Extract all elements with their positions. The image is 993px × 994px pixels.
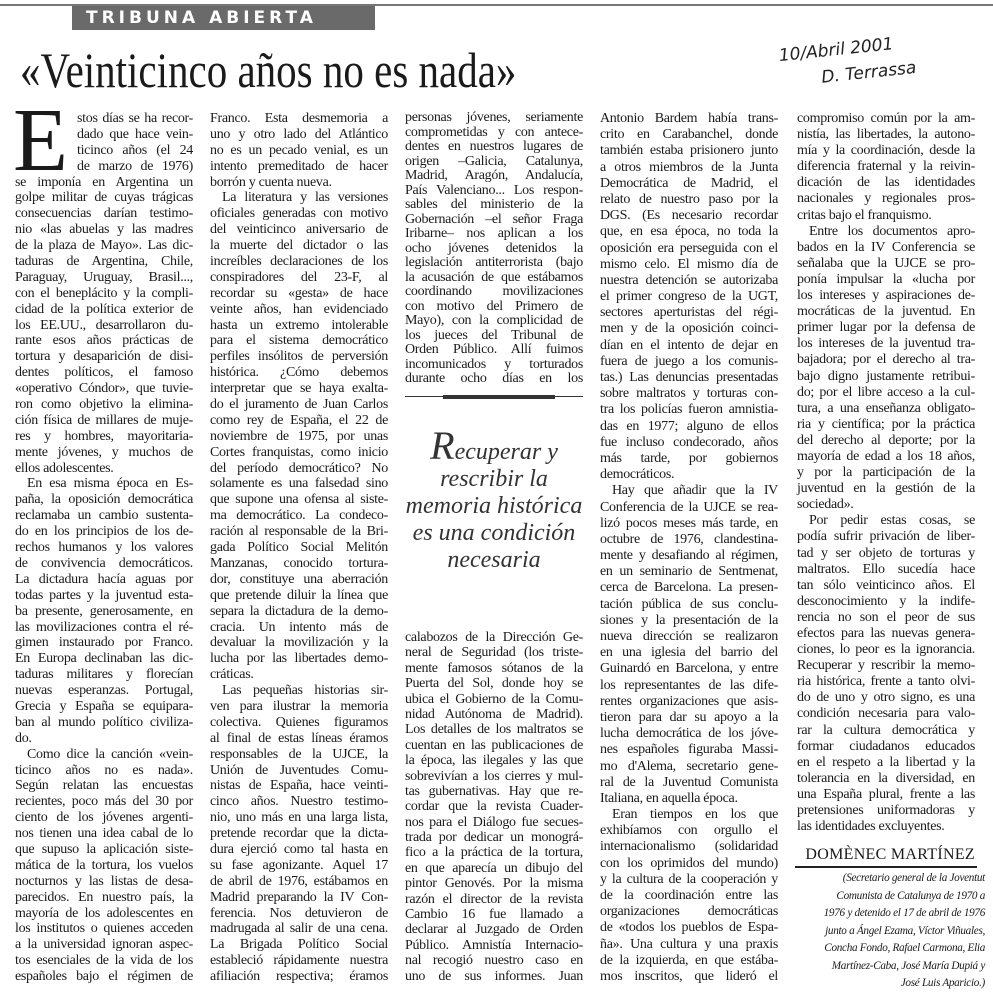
text-line: uno y otro lado del Atlántico	[210, 126, 388, 142]
text-line: nes españoles figuraba Massi-	[600, 742, 778, 758]
text-line: ria histórica, frente a tanto olvi-	[797, 674, 975, 690]
text-line: pretende recordar que la dicta-	[210, 826, 388, 842]
text-line: tura, a una enseñanza obligato-	[797, 400, 975, 416]
text-line: dían en el intento de dejar en	[600, 337, 778, 353]
text-line: mayoría de edad a los 18 años,	[797, 448, 975, 464]
text-line: desconocimiento y la indife-	[797, 593, 975, 609]
text-line: no es un pecado venial, es un	[210, 142, 388, 158]
text-line: lucha democrática de los jóve-	[600, 726, 778, 742]
text-line: tortura y desaparición de disi-	[15, 349, 193, 365]
text-line: ven para ilustrar la memoria	[210, 698, 388, 714]
text-line: Las pequeñas historias sir-	[222, 683, 388, 699]
text-line: y la cultura de la cooperación y	[600, 871, 778, 887]
text-line: res y hombres, mayoritaria-	[15, 428, 193, 444]
text-line: Los detalles de los maltratos se	[405, 722, 583, 738]
text-line: nocturnos y las listas de desa-	[15, 873, 193, 889]
text-line: gimen instaurado por Franco.	[15, 635, 193, 651]
text-line: el primer congreso de la UGT,	[600, 289, 778, 305]
text-line: origen –Galicia, Catalunya,	[405, 153, 583, 169]
text-line: das en 1977; alguno de ellos	[600, 418, 778, 434]
text-line: nio «las abuelas y las madres	[15, 222, 193, 238]
text-line: ticinco años no es nada».	[15, 762, 193, 778]
text-line: madrugada al salir de una cena.	[210, 921, 388, 937]
text-line: y por la participación de la	[797, 465, 975, 481]
text-line: sobrevivían a los cierres y mul-	[405, 768, 583, 784]
text-line: En esa misma época en Es-	[27, 476, 193, 492]
text-line: ciento de los jóvenes argenti-	[15, 810, 193, 826]
text-line: nuestra detención se autorizaba	[600, 272, 778, 288]
author-note-line: junto a Ángel Ezama, Víctor Viñuales,	[825, 924, 985, 937]
text-line: dor, constituye una aberración	[210, 571, 388, 587]
text-line: perfiles insólitos de perversión	[210, 349, 388, 365]
text-line: fue incluso condecorado, años	[600, 434, 778, 450]
text-line: Paraguay, Uruguay, Brasil...,	[15, 269, 193, 285]
text-line: nistas de España, hace veinti-	[210, 778, 388, 794]
text-line: afiliación respectiva; éramos	[210, 969, 388, 985]
text-line: DGS. (Es necesario recordar	[600, 208, 778, 224]
text-line: borrón y cuenta nueva.	[210, 174, 332, 190]
text-line: rechos humanos y los valores	[15, 540, 193, 556]
text-line: tas gubernativas. Hay que re-	[405, 783, 583, 799]
text-line: Madrid preparando la IV Con-	[210, 889, 388, 905]
text-line: las identidades excluyentes.	[797, 819, 945, 835]
text-line: al final de estas líneas éramos	[210, 730, 388, 746]
author-note-line: Comunista de Catalunya de 1970 a	[836, 889, 985, 902]
text-line: Hay que añadir que la IV	[612, 483, 778, 499]
text-line: lucha por las libertades demo-	[210, 651, 388, 667]
text-line: españoles bajo el régimen de	[15, 969, 193, 985]
text-line: maltratos. Ello sucedía hace	[797, 561, 975, 577]
text-line: tolerancia en la diversidad, en	[797, 770, 975, 786]
text-line: bados en la IV Conferencia se	[797, 239, 975, 255]
text-line: parecidos. En nuestro país, la	[15, 889, 193, 905]
text-line: las movilizaciones contra el ré-	[15, 619, 193, 635]
text-line: ña». Una cultura y una praxis	[600, 936, 778, 952]
text-line: sociedad».	[797, 497, 854, 513]
text-line: ferencia. Nos detuvieron de	[210, 905, 388, 921]
article-column	[600, 111, 778, 985]
text-line: fuera de juego a los comunis-	[600, 353, 778, 369]
text-line: Grecia y España se equipara-	[15, 698, 193, 714]
text-line: ba presente, generosamente, en	[15, 603, 193, 619]
text-line: mayoría de los adolescentes en	[15, 905, 193, 921]
text-line: lizó pocos meses más tarde, en	[600, 515, 778, 531]
text-line: relato de nuestro paso por la	[600, 191, 778, 207]
text-line: dado que hace vein-	[77, 126, 193, 142]
text-line: del veinticinco aniversario de	[210, 222, 388, 238]
pull-quote-line: memoria histórica	[405, 493, 583, 519]
paragraph	[210, 683, 388, 985]
text-line: podía sufrir privación de liber-	[797, 529, 975, 545]
text-line: Italiana, en aquella época.	[600, 790, 738, 806]
text-line: ubica el Gobierno de la Comu-	[405, 691, 583, 707]
text-line: pretensiones uniformadoras y	[797, 803, 975, 819]
text-line: los intereses y aspiraciones de-	[797, 288, 975, 304]
text-line: mos inscritos, que lideró el	[600, 968, 778, 984]
text-line: diferencia fraternal y la reivin-	[797, 159, 975, 175]
text-line: ocho jóvenes detenidos la	[405, 240, 583, 256]
text-line: una España plural, frente a las	[797, 786, 975, 802]
text-line: Conferencia de la UJCE se rea-	[600, 499, 778, 515]
author-note-line: (Secretario general de la Joventut	[842, 872, 985, 884]
text-line: Cambio 16 fue llamado a	[405, 907, 583, 923]
paragraph	[600, 807, 778, 985]
text-line: exhibíamos con orgullo el	[600, 823, 778, 839]
text-line: tad y ser objeto de torturas y	[797, 545, 975, 561]
text-line: en una iglesia del barrio del	[600, 645, 778, 661]
text-line: interpretar que se haya exalta-	[210, 381, 388, 397]
text-line: recordar su «gesta» de hace	[210, 285, 388, 301]
text-line: Mayo), con la complicidad de	[405, 313, 583, 328]
text-line: Madrid, Aragón, Andalucía,	[405, 168, 583, 183]
text-line: Democrática de Madrid, el	[600, 175, 778, 191]
text-line: dura ejerció como tal hasta en	[210, 841, 388, 857]
text-line: rante esos años prácticas de	[15, 333, 193, 349]
text-line: los intereses de la juventud tra-	[797, 336, 975, 352]
text-line: de «todos los pueblos de Espa-	[600, 920, 778, 936]
text-line: para el sistema democrático	[210, 333, 388, 349]
text-line: señalaba que la UJCE se pro-	[797, 255, 975, 271]
text-line: recientes, poco más del 30 por	[15, 794, 193, 810]
text-line: Como dice la canción «vein-	[27, 746, 193, 762]
text-line: de la plaza de Mayo». Las dic-	[15, 238, 193, 254]
text-line: cerca de Barcelona. La presen-	[600, 580, 778, 596]
text-line: Por pedir estas cosas, se	[809, 513, 975, 529]
text-line: nos tienen una idea cabal de lo	[15, 826, 193, 842]
text-line: nacionales y regionales pros-	[797, 191, 975, 207]
text-line: nos para el Diálogo fue secues-	[405, 814, 583, 830]
text-line: los representantes de las dife-	[600, 677, 778, 693]
text-line: también estaba prisionero junto	[600, 143, 778, 159]
text-line: declarar al Juzgado de Orden	[405, 922, 583, 938]
text-line: Franco. Esta desmemoria a	[210, 111, 388, 126]
text-line: En Europa declinaban las dic-	[15, 651, 193, 667]
text-line: que, en esa época, no toda la	[600, 224, 778, 240]
text-line: mente jóvenes, y muchos de	[15, 444, 193, 460]
pull-quote-line: rescribir la	[440, 466, 548, 492]
text-line: bajo digno justamente retribui-	[797, 368, 975, 384]
section-banner: TRIBUNA ABIERTA	[72, 6, 375, 30]
text-line: mo d'Alema, secretario gene-	[600, 758, 778, 774]
text-line: personas jóvenes, seriamente	[405, 110, 583, 125]
text-line: mente y desafiando al régimen,	[600, 548, 778, 564]
text-line: Cortes franquistas, como inicio	[210, 444, 388, 460]
text-line: condición necesaria para valo-	[797, 706, 975, 722]
text-line: veinte años, han evidenciado	[210, 301, 388, 317]
paragraph	[13, 91, 193, 476]
text-line: ria y científica; por la práctica	[797, 416, 975, 432]
text-line: comprometidas y con antece-	[405, 124, 583, 140]
text-line: los EE.UU., desarrollaron du-	[15, 317, 193, 333]
text-line: consecuencias darían testimo-	[15, 206, 193, 222]
text-line: su fase agonizante. Aquel 17	[210, 857, 388, 873]
text-line: Guinardó en Barcelona, y entre	[600, 661, 778, 677]
text-line: compromiso común por la am-	[797, 111, 975, 126]
text-line: Público. Amnistía Internacio-	[405, 937, 583, 953]
text-line: Puerta del Sol, donde hoy se	[405, 676, 583, 692]
text-line: ciones, lo peor es la ignorancia.	[797, 642, 975, 658]
text-line: ban al mundo político civiliza-	[15, 714, 193, 730]
text-line: tan sólo veinticinco años. El	[797, 577, 975, 593]
text-line: fico a la práctica de la tortura,	[405, 845, 583, 861]
text-line: se imponía en Argentina un	[15, 174, 193, 190]
text-line: a otros miembros de la Junta	[600, 159, 778, 175]
text-line: do.	[15, 730, 32, 746]
text-line: «operativo Cóndor», que tuvie-	[15, 381, 193, 397]
handwritten-note	[778, 29, 918, 95]
text-line: dentes en nuestros lugares de	[405, 139, 583, 154]
text-line: histórica. ¿Cómo debemos	[210, 365, 388, 381]
text-line: siones y la presentación de la	[600, 612, 778, 628]
text-line: legislación antiterrorista (bajo	[405, 255, 583, 270]
text-line: incomunicados y torturados	[405, 356, 583, 372]
text-line: men y de la oposición coinci-	[600, 321, 778, 337]
article-column	[405, 111, 583, 387]
text-line: de convivencia democráticos.	[15, 555, 193, 571]
text-line: nuevas esperanzas. Portugal,	[15, 683, 193, 699]
text-line: Entre los documentos apro-	[809, 223, 975, 239]
pull-quote-line: es una condición	[412, 520, 576, 546]
text-line: separa la dictadura de la demo-	[210, 603, 388, 619]
drop-cap: E	[13, 91, 68, 190]
text-line: responsables de la UJCE, la	[210, 746, 388, 762]
article-column	[13, 91, 193, 985]
text-line: coordinando movilizaciones	[405, 284, 583, 299]
text-line: rencia no son el peor de sus	[797, 609, 975, 625]
text-line: organizaciones democráticas	[600, 904, 778, 920]
text-line: Orden Público. Allí fuimos	[405, 342, 583, 357]
text-line: stos días se ha recor-	[77, 111, 193, 126]
text-line: sables del ministerio de la	[405, 197, 583, 212]
text-line: ron como objetivo la elimina-	[15, 397, 193, 413]
paragraph	[405, 630, 583, 984]
text-line: Iribarne– nos aplican a los	[405, 226, 583, 241]
text-line: ma democrático. La condeco-	[210, 508, 388, 524]
text-line: Recuperar y rescribir la memo-	[797, 658, 975, 674]
text-line: con los oprimidos del mundo)	[600, 855, 778, 871]
text-line: en el respeto a la libertad y la	[797, 754, 975, 770]
paragraph	[15, 747, 193, 985]
paragraph	[210, 190, 388, 683]
text-line: gada Político Social Melitón	[210, 540, 388, 556]
text-line: efectos para las nuevas genera-	[797, 626, 975, 641]
text-line: tas.) Las denuncias presentadas	[600, 370, 778, 385]
text-line: ticinco años (el 24	[77, 142, 193, 158]
text-line: conspiradores del 23-F, al	[210, 269, 388, 285]
text-line: do; por el libre acceso a la cul-	[797, 384, 975, 400]
author-note	[795, 870, 985, 993]
text-line: oposición era perseguida con el	[600, 240, 778, 256]
text-line: rar la cultura democrática y	[797, 722, 975, 738]
text-line: Unión de Juventudes Comu-	[210, 762, 388, 778]
text-line: en que aparecía un dibujo del	[405, 860, 583, 876]
text-line: uno de sus informes. Juan	[405, 968, 583, 984]
text-line: nidad Autónoma de Madrid).	[405, 706, 583, 722]
text-line: los institutos o quienes acceden	[15, 921, 193, 937]
text-line: taduras de Argentina, Chile,	[15, 254, 193, 270]
text-line: con motivo del Primero de	[405, 298, 583, 314]
text-line: de la izquierda, en que estába-	[600, 952, 778, 968]
text-line: paña, la oposición democrática	[15, 492, 193, 508]
text-line: ral de la Juventud Comunista	[600, 774, 778, 790]
text-line: calabozos de la Dirección Ge-	[405, 630, 583, 645]
text-line: octubre de 1976, clandestina-	[600, 531, 778, 547]
text-line: increíbles declaraciones de los	[210, 254, 388, 270]
text-line: tra los policías fueron amnistia-	[600, 402, 778, 418]
text-line: La literatura y las versiones	[222, 190, 388, 206]
pull-quote-line: necesaria	[447, 547, 541, 573]
article-column	[210, 111, 388, 985]
text-line: cuentan en las publicaciones de	[405, 737, 583, 753]
text-line: durante ocho días en los	[405, 371, 583, 386]
text-line: ración al responsable de la Bri-	[210, 524, 388, 540]
text-line: trada por dedicar un monográ-	[405, 830, 583, 846]
text-line: mía y la coordinación, desde la	[797, 143, 975, 159]
text-line: estableció rápidamente nuestra	[210, 953, 388, 969]
paragraph	[600, 111, 778, 483]
text-line: mente famosos sótanos de la	[405, 660, 583, 676]
text-line: ellos adolescentes.	[15, 460, 114, 476]
author-byline: DOMÈNEC MARTÍNEZ	[805, 846, 975, 863]
text-line: los jueces del Tribunal de	[405, 327, 583, 343]
author-note-line: Concha Fondo, Rafael Carmona, Elia	[824, 942, 985, 954]
text-line: La Brigada Político Social	[210, 937, 388, 953]
article-column	[797, 111, 975, 835]
text-line: do el juramento de Juan Carlos	[210, 397, 388, 413]
text-line: intento premeditado de hacer	[210, 158, 388, 174]
paragraph	[797, 513, 975, 835]
author-note-line: Martínez-Caba, José María Dupiá y	[831, 959, 985, 972]
text-line: razón el director de la revista	[405, 891, 583, 907]
text-line: reclamaba un cambio sustenta-	[15, 508, 193, 524]
text-line: tación pública de sus conclu-	[600, 596, 778, 612]
text-line: juventud en la gestión de la	[797, 481, 975, 497]
text-line: de abril de 1976, estábamos en	[210, 873, 388, 889]
text-line: colectiva. Quienes figuramos	[210, 714, 388, 730]
text-line: dicación de las identidades	[797, 175, 975, 191]
text-line: ción física de millares de muje-	[15, 412, 193, 428]
text-line: mismo celo. El mismo día de	[600, 256, 778, 272]
text-line: nio, uno más en una larga lista,	[210, 810, 388, 826]
text-line: que supuso la aplicación siste-	[15, 841, 193, 857]
text-line: devaluar la movilización y la	[210, 635, 388, 651]
text-line: del período democrático? No	[210, 460, 388, 476]
text-line: sobre maltratos y torturas con-	[600, 386, 778, 402]
text-line: solamente es una falsedad sino	[210, 476, 388, 492]
paragraph	[210, 111, 388, 190]
text-line: cinco años. Nuestro testimo-	[210, 794, 388, 810]
pull-quote-bar	[443, 395, 555, 399]
text-line: cidad de la política exterior de	[15, 301, 193, 317]
text-line: nistía, las libertades, la autono-	[797, 127, 975, 143]
text-line: neral de Seguridad (los triste-	[405, 645, 583, 661]
pull-quote-initial: R	[430, 423, 455, 468]
text-line: Según relatan las encuestas	[15, 778, 193, 794]
text-line: La dictadura hacía aguas por	[15, 571, 193, 587]
text-line: cráticas.	[210, 667, 254, 683]
pull-quote-text: ecuperar y	[454, 439, 558, 465]
text-line: dentes políticos, el famoso	[15, 365, 193, 381]
text-line: crito en Carabanchel, donde	[600, 127, 778, 143]
text-line: del derecho al deporte; por la	[797, 432, 975, 448]
paragraph	[797, 224, 975, 514]
text-line: que supone una ofensa al siste-	[210, 492, 388, 508]
text-line: pintor Genovés. Por la misma	[405, 876, 583, 892]
text-line: formar ciudadanos educados	[797, 738, 975, 754]
article-column	[405, 630, 583, 984]
text-line: golpe militar de cuyas trágicas	[15, 190, 193, 206]
text-line: noviembre de 1975, por unas	[210, 428, 388, 444]
paragraph	[405, 111, 583, 387]
text-line: Manzanas, conocido tortura-	[210, 555, 388, 571]
text-line: oficiales generadas con motivo	[210, 206, 388, 222]
text-line: la acusación de que estábamos	[405, 269, 583, 285]
text-line: critas bajo el franquismo.	[797, 207, 932, 223]
text-line: nueva dirección se realizaron	[600, 629, 778, 644]
headline: «Veinticinco años no es nada»	[20, 42, 517, 98]
paragraph	[600, 483, 778, 807]
text-line: de marzo de 1976)	[77, 158, 193, 174]
text-line: de la coordinación entre las	[600, 888, 778, 903]
handwritten-place: D. Terrassa	[820, 57, 918, 88]
text-line: taduras militares y florecían	[15, 667, 193, 683]
text-line: que pretende diluir la línea que	[210, 587, 388, 603]
text-line: hasta un extremo intolerable	[210, 317, 388, 333]
text-line: con el beneplácito y la compli-	[15, 285, 193, 301]
text-line: mocráticas de la juventud. En	[797, 304, 975, 320]
text-line: nal recogió nuestro caso en	[405, 953, 583, 969]
author-note-line: 1976 y detenido el 17 de abril de 1976	[823, 907, 985, 919]
text-line: en un seminario de Sentmenat,	[600, 564, 778, 580]
text-line: democráticos.	[600, 467, 675, 483]
handwritten-date: 10/Abril 2001	[777, 34, 895, 67]
byline-rule	[795, 866, 977, 868]
text-line: la época, las ilegales y las que	[405, 753, 583, 769]
text-line: todas partes y la juventud esta-	[15, 587, 193, 603]
text-line: Antonio Bardem había trans-	[600, 111, 778, 126]
text-line: sectores aperturistas del régi-	[600, 305, 778, 321]
text-line: cracia. Un intento más de	[210, 619, 388, 635]
text-line: Eran tiempos en los que	[612, 807, 778, 823]
text-line: País Valenciano... Los respon-	[405, 182, 583, 198]
text-line: mática de la tortura, los vuelos	[15, 857, 193, 873]
text-line: Gobernación –el señor Fraga	[405, 211, 583, 227]
text-line: bajadora; por el derecho al tra-	[797, 352, 975, 368]
text-line: como rey de España, el 22 de	[210, 412, 388, 428]
text-line: internacionalismo (solidaridad	[600, 839, 778, 855]
text-line: rentes organizaciones que asis-	[600, 693, 778, 709]
text-line: do de uno y otro signo, es una	[797, 690, 975, 706]
paragraph	[797, 111, 975, 224]
text-line: do en los principios de los de-	[15, 524, 193, 540]
text-line: más tarde, por gobiernos	[600, 450, 778, 466]
text-line: tieron para dar su apoyo a la	[600, 709, 778, 725]
author-note-line: José Luis Aparicio.)	[900, 977, 985, 989]
pull-quote-line	[405, 423, 583, 468]
text-line: la muerte del dictador o las	[210, 238, 388, 254]
text-line: a la universidad ignoran aspec-	[15, 937, 193, 953]
text-line: ponía impulsar la «lucha por	[797, 271, 975, 287]
paragraph	[15, 476, 193, 746]
text-line: primer lugar por la defensa de	[797, 320, 975, 336]
text-line: tos esenciales de la vida de los	[15, 953, 193, 969]
pull-quote	[405, 423, 583, 574]
text-line: cordar que la revista Cuader-	[405, 799, 583, 815]
